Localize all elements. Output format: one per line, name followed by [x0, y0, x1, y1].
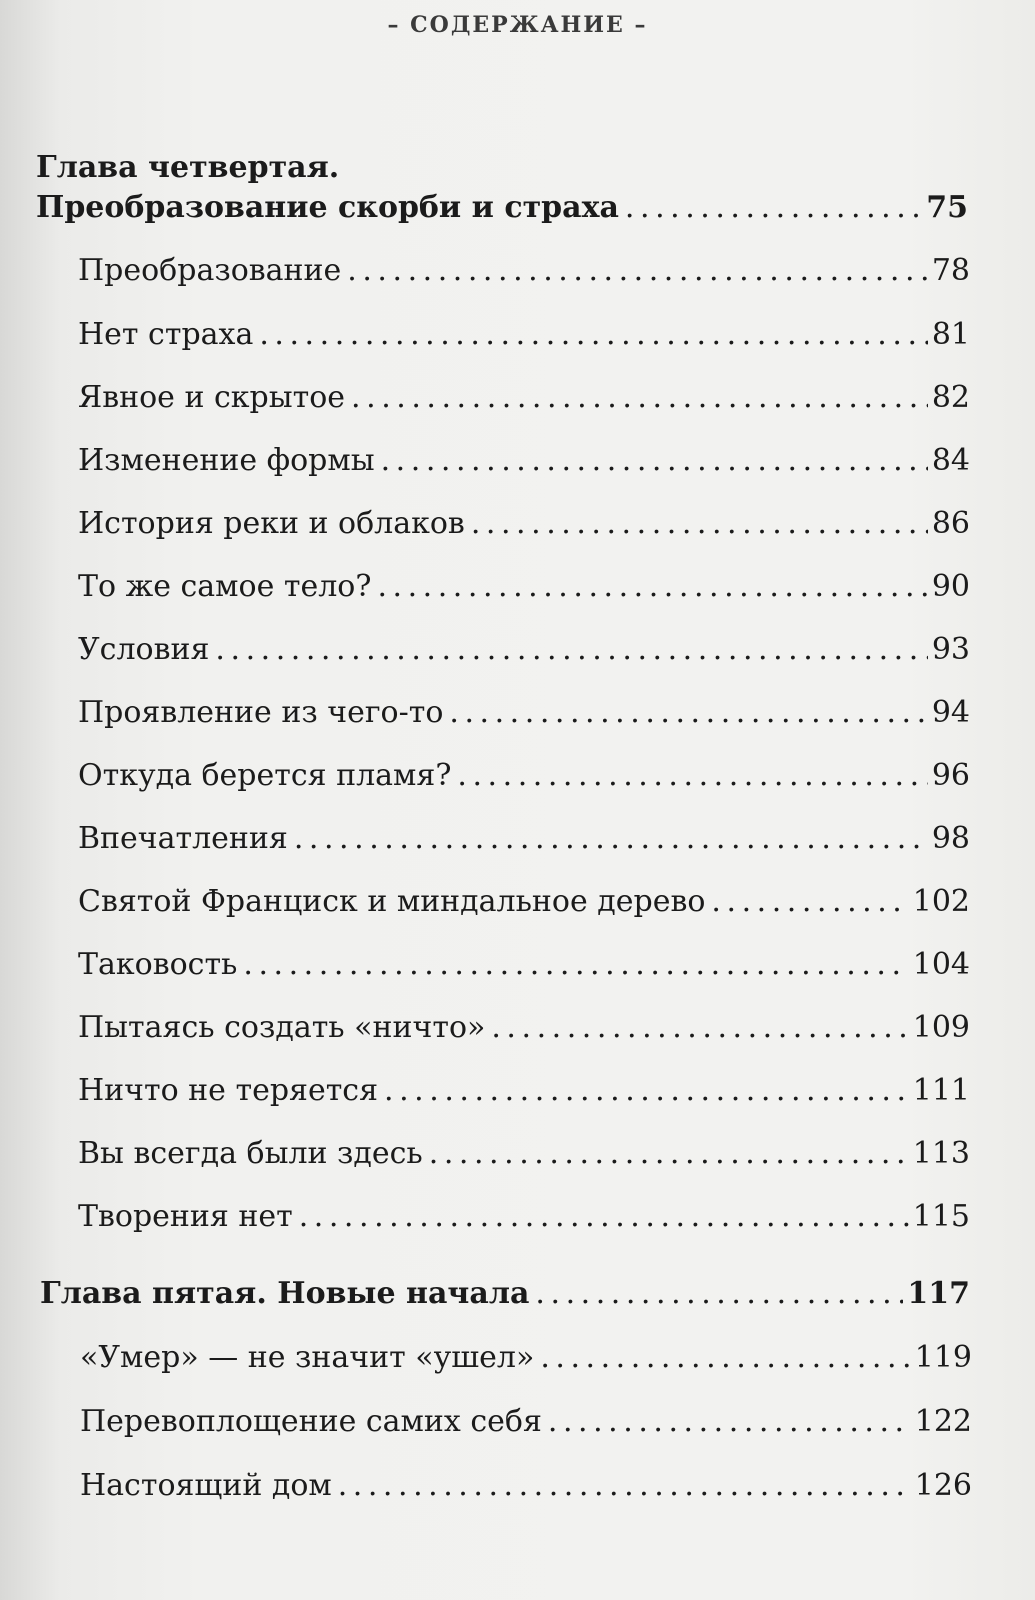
entry-title: Условия — [78, 632, 210, 667]
page-number: 122 — [914, 1404, 972, 1439]
dot-leader — [384, 1073, 909, 1108]
page-number: 98 — [931, 821, 970, 856]
dot-leader — [351, 380, 928, 415]
dot-leader — [259, 317, 927, 352]
page-number: 86 — [931, 506, 970, 541]
dot-leader — [299, 1199, 909, 1234]
toc-entry — [78, 380, 970, 426]
toc-entry — [78, 1010, 970, 1056]
page-number: 82 — [931, 380, 970, 415]
page-number: 96 — [931, 758, 970, 793]
page-number: 119 — [914, 1340, 972, 1375]
chapter-title: Преобразование скорби и страха — [36, 190, 619, 225]
entry-title: Откуда берется пламя? — [78, 758, 452, 793]
entry-title: Нет страха — [78, 317, 254, 352]
entry-title: Вы всегда были здесь — [78, 1136, 423, 1171]
dot-leader — [535, 1276, 903, 1311]
toc-entry — [78, 1136, 970, 1182]
dot-leader — [540, 1340, 910, 1375]
chapter-4-label: Глава четвертая. — [36, 150, 340, 185]
dot-leader — [625, 190, 922, 225]
entry-title: Творения нет — [78, 1199, 293, 1234]
toc-entry — [78, 1073, 970, 1119]
entry-title: Ничто не теряется — [78, 1073, 379, 1108]
entry-title: Проявление из чего-то — [78, 695, 444, 730]
toc-entry — [80, 1468, 972, 1514]
toc-entry — [78, 253, 970, 299]
entry-title: Настоящий дом — [80, 1468, 332, 1503]
dot-leader — [243, 947, 908, 982]
toc-entry — [80, 1404, 972, 1450]
toc-entry — [78, 317, 970, 363]
page-number: 84 — [931, 443, 970, 478]
page-number: 126 — [914, 1468, 972, 1503]
entry-title: Явное и скрытое — [78, 380, 346, 415]
page-number: 109 — [912, 1010, 970, 1045]
dot-leader — [429, 1136, 909, 1171]
dot-leader — [338, 1468, 911, 1503]
page-number: 117 — [907, 1276, 970, 1311]
entry-title: Изменение формы — [78, 443, 375, 478]
toc-chapter-4 — [36, 190, 968, 236]
entry-title: Пытаясь создать «ничто» — [78, 1010, 486, 1045]
dot-leader — [215, 632, 927, 667]
page-number: 75 — [926, 190, 968, 225]
page-number: 93 — [931, 632, 970, 667]
entry-title: История реки и облаков — [78, 506, 465, 541]
page-number: 90 — [931, 569, 970, 604]
toc-entry — [78, 632, 970, 678]
dot-leader — [548, 1404, 911, 1439]
entry-title: Впечатления — [78, 821, 288, 856]
toc-entry — [78, 1199, 970, 1245]
entry-title: Святой Франциск и миндальное дерево — [78, 884, 706, 919]
page-number: 81 — [931, 317, 970, 352]
toc-entry — [80, 1340, 972, 1386]
toc-entry — [78, 506, 970, 552]
dot-leader — [471, 506, 928, 541]
toc-entry — [78, 821, 970, 867]
dot-leader — [347, 253, 928, 288]
entry-title: «Умер» — не значит «ушел» — [80, 1340, 535, 1375]
dot-leader — [381, 443, 928, 478]
page-number: 104 — [912, 947, 970, 982]
chapter-title: Глава пятая. Новые начала — [40, 1276, 530, 1311]
page-number: 94 — [931, 695, 970, 730]
toc-entry — [78, 947, 970, 993]
toc-entry — [78, 695, 970, 741]
toc-chapter-5 — [40, 1276, 970, 1322]
dot-leader — [491, 1010, 908, 1045]
entry-title: Перевоплощение самих себя — [80, 1404, 542, 1439]
page-number: 78 — [931, 253, 970, 288]
dot-leader — [711, 884, 908, 919]
toc-entry — [78, 884, 970, 930]
toc-entry — [78, 758, 970, 804]
page-number: 115 — [912, 1199, 970, 1234]
entry-title: Преобразование — [78, 253, 342, 288]
entry-title: То же самое тело? — [78, 569, 372, 604]
dot-leader — [457, 758, 927, 793]
entry-title: Таковость — [78, 947, 238, 982]
toc-entry — [78, 443, 970, 489]
running-head: – СОДЕРЖАНИЕ – — [387, 12, 648, 38]
page-number: 111 — [912, 1073, 970, 1108]
page-number: 113 — [912, 1136, 970, 1171]
page-number: 102 — [912, 884, 970, 919]
dot-leader — [377, 569, 927, 604]
toc-entry — [78, 569, 970, 615]
dot-leader — [294, 821, 928, 856]
dot-leader — [449, 695, 927, 730]
